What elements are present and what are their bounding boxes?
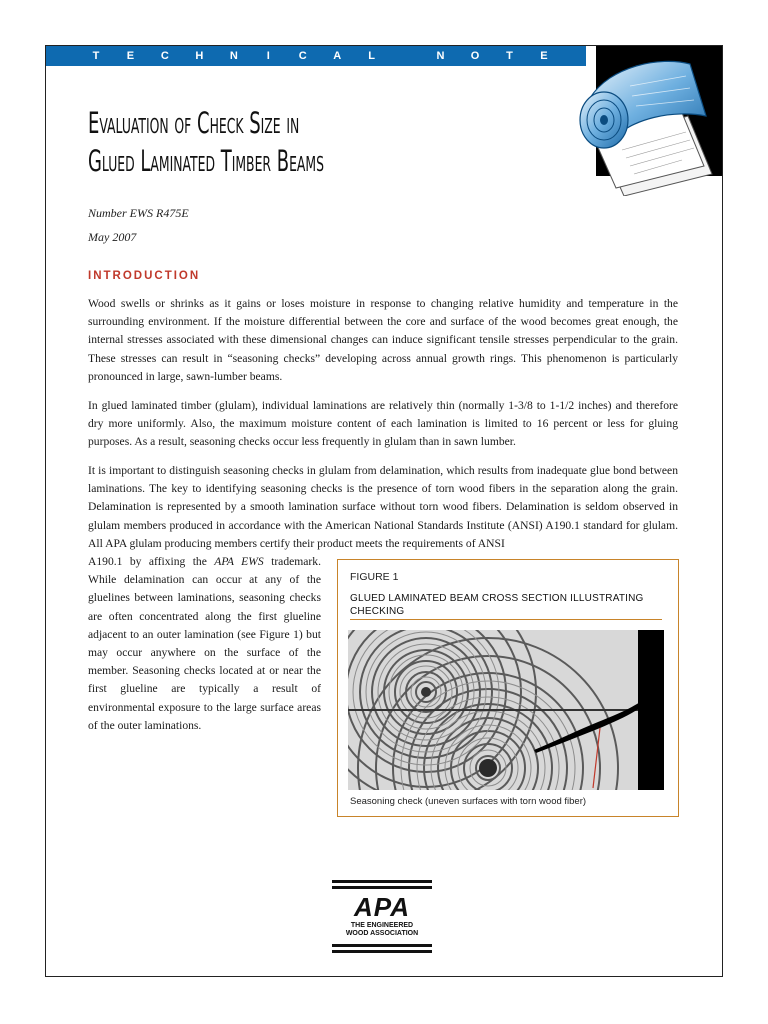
paragraph-4 [88, 553, 321, 735]
paragraph-4-end: trademark. While delamination can occur at any of the gluelines between laminations, seasoning checks are often concentrated along the first glueline adjacent to an outer lamination (see Figure 1) but may occur anywhere on the surface of the member. Seasoning checks located at or near the first glueline are typically a result of environmental exposure to the large surface areas of the outer laminations. [88, 555, 321, 732]
banner-letter: E [126, 50, 135, 62]
logo-rule-bottom-1 [332, 944, 432, 947]
banner-letter: E [540, 50, 548, 62]
banner-letter: T [92, 50, 100, 62]
banner-letter: I [266, 50, 270, 62]
figure-title-rule [350, 619, 662, 620]
banner-letter: N [229, 50, 238, 62]
title-line-1: Evaluation of Check Size in [88, 106, 300, 140]
glulam-cross-section-photo [348, 630, 664, 790]
banner-letter: H [195, 50, 204, 62]
banner-letter: T [506, 50, 513, 62]
banner-word-gap [400, 50, 412, 62]
logo-subtitle-line-1: THE ENGINEERED [350, 922, 414, 929]
banner-letter: C [160, 50, 169, 62]
logo-subtitle [332, 922, 432, 938]
figure-1 [337, 559, 679, 817]
introduction-heading: INTRODUCTION [88, 270, 201, 282]
logo-rule-bottom-2 [332, 950, 432, 953]
apa-logo [332, 880, 432, 952]
logo-rule-top-2 [332, 886, 432, 889]
banner-letter: A [333, 50, 342, 62]
logo-name: APA [354, 892, 410, 922]
banner-letter: C [298, 50, 307, 62]
paragraph-4-start: A190.1 by affixing the [88, 555, 215, 568]
document-title [88, 104, 373, 180]
technical-note-banner [46, 46, 586, 66]
document-number: Number EWS R475E [88, 206, 189, 220]
title-line-2: Glued Laminated Timber Beams [88, 144, 324, 178]
banner-letter: L [368, 50, 375, 62]
banner-letter: O [470, 50, 480, 62]
paragraph-1: Wood swells or shrinks as it gains or loses moisture in response to changing relative humidity and temperature in the surrounding environment. If the moisture differential between the core and surface of the wood becomes great enough, the internal stresses associated with these dimensional changes can induce significant tensile stresses perpendicular to the grain. These stresses can result in “seasoning checks” developing across annual growth rings. This phenomenon is particularly pronounced in large, sawn-lumber beams. [88, 297, 678, 383]
figure-caption: Seasoning check (uneven surfaces with torn wood fiber) [350, 796, 587, 807]
figure-title: GLUED LAMINATED BEAM CROSS SECTION ILLUSTRATING CHECKING [350, 593, 644, 617]
figure-label: FIGURE 1 [350, 571, 399, 583]
logo-rule-top-1 [332, 880, 432, 883]
banner-letters [90, 50, 550, 62]
paragraph-2: In glued laminated timber (glulam), individual laminations are relatively thin (normally 1-3/8 to 1-1/2 inches) and therefore dry more uniformly. Also, the maximum moisture content of each lamination is limited to 16 percent or less for gluing purposes. As a result, seasoning checks occur less frequently in glulam than in sawn lumber. [88, 399, 678, 449]
banner-letter: N [436, 50, 445, 62]
apa-ews-trademark: APA EWS [214, 555, 264, 568]
logo-subtitle-line-2: WOOD ASSOCIATION [345, 930, 419, 937]
paragraph-3: It is important to distinguish seasoning checks in glulam from delamination, which results from inadequate glue bond between laminations. The key to identifying seasoning checks is the presence of torn wood fibers in the separation along the grain. Delamination is represented by a smooth lamination surface without torn wood fibers. Delamination is seldom observed in glulam members produced in accordance with the American National Standards Institute (ANSI) A190.1 standard for glulam. All APA glulam producing members certify their product meets the requirements of ANSI [88, 464, 678, 550]
document-date: May 2007 [88, 230, 137, 244]
rolled-blueprint-icon [570, 46, 722, 196]
